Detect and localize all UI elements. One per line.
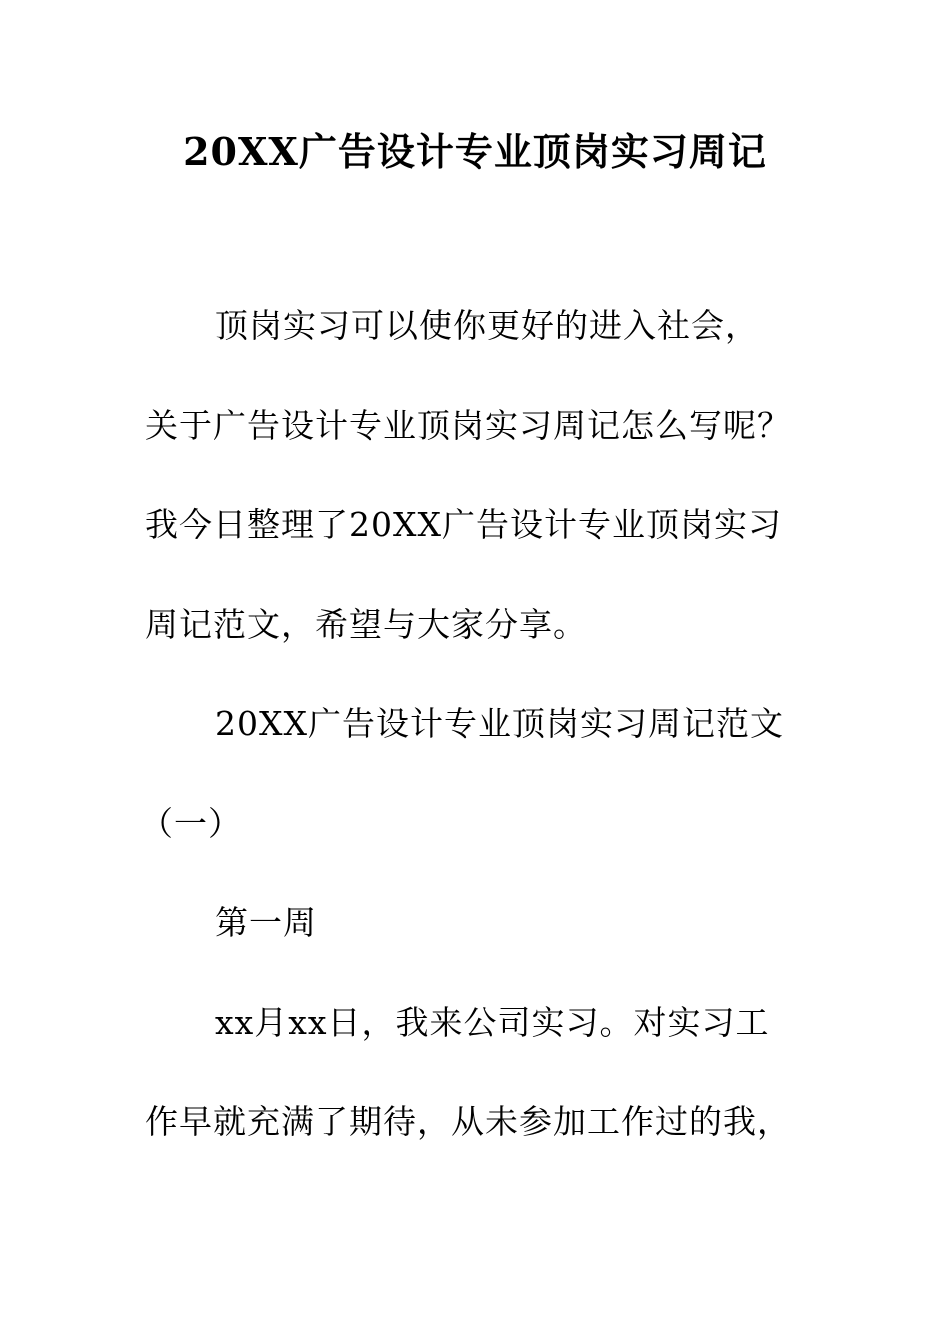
paragraph-line: 顶岗实习可以使你更好的进入社会， (215, 306, 759, 345)
paragraph-line: 关于广告设计专业顶岗实习周记怎么写呢？ (145, 406, 791, 445)
paragraph-line: xx月xx日，我来公司实习。对实习工 (215, 1003, 770, 1042)
paragraph-line: 我今日整理了20XX广告设计专业顶岗实习 (145, 505, 782, 544)
document-title: 20XX广告设计专业顶岗实习周记 (183, 129, 767, 174)
week-heading: 第一周 (215, 903, 317, 942)
paragraph-line: 作早就充满了期待，从未参加工作过的我， (145, 1102, 791, 1141)
section-heading-line: （一） (140, 804, 242, 843)
paragraph-line: 周记范文，希望与大家分享。 (145, 605, 587, 644)
section-heading-line: 20XX广告设计专业顶岗实习周记范文 (215, 704, 784, 743)
